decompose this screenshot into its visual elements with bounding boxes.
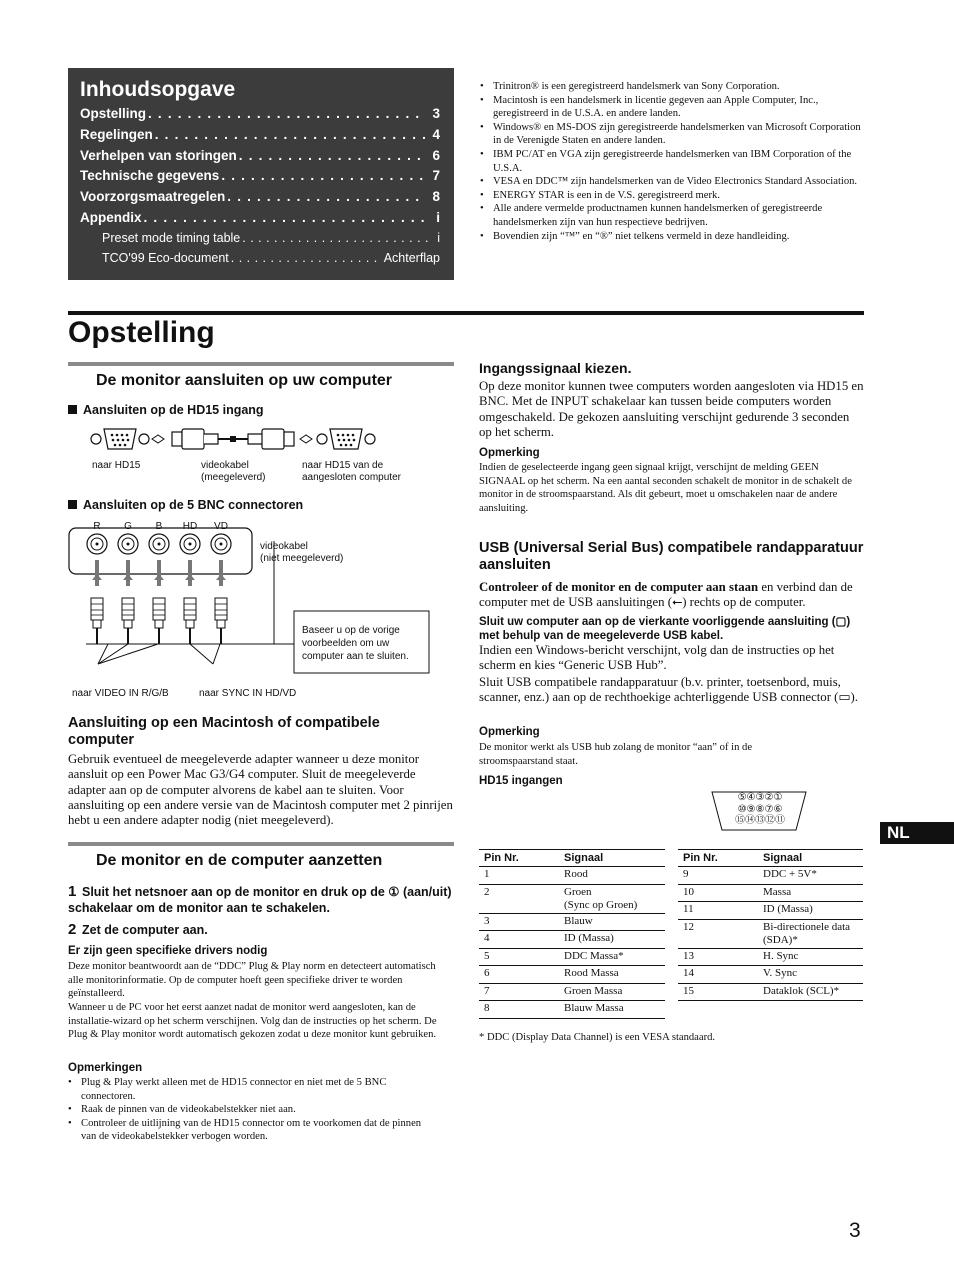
pin-number: 11 [678, 902, 758, 920]
usb-heading: USB (Universal Serial Bus) compatibele randapparatuur aansluiten [479, 540, 864, 573]
pin-signal: ID (Massa) [559, 931, 665, 949]
trademark-list [480, 80, 865, 243]
drivers-text-1: Deze monitor beantwoordt aan de “DDC” Plug & Play norm en detecteert automatisch alle monitorinformatie. Op de computer hoeft geen specifieke driver te worden geïnstalleerd. [68, 961, 436, 1000]
bnc-connector [87, 534, 107, 644]
hd15-heading: Aansluiten op de HD15 ingang [68, 403, 264, 417]
section-rule [68, 362, 454, 366]
cable-plug-right [248, 429, 294, 449]
toc-item: Technische gegevens . . . 7 [80, 168, 440, 189]
pin-row: ⑮⑭⑬⑫⑪ [735, 815, 785, 826]
usb-text-3: Indien een Windows-bericht verschijnt, volg dan de instructies op het scherm en kies “Generic USB Hub”. [479, 643, 835, 673]
pin-number: 12 [678, 919, 758, 948]
section-rule [68, 842, 454, 846]
table-row [678, 884, 863, 902]
usb-text-4: Sluit USB compatibele randapparatuur (b.v. printer, toetsenbord, muis, scanner, enz.) aan op de rechthoekige achterliggende USB connector (▭). [479, 675, 858, 705]
table-row [479, 983, 665, 1001]
pin-signal: DDC + 5V* [758, 867, 863, 885]
pin-number: 3 [479, 913, 559, 931]
table-footnote: * DDC (Display Data Channel) is een VESA standaard. [479, 1032, 716, 1043]
hd15-label-computer: naar HD15 van de aangesloten computer [302, 460, 401, 483]
pin-number: 14 [678, 966, 758, 984]
pin-row: ⑩⑨⑧⑦⑥ [737, 803, 783, 815]
bnc-connector [118, 534, 138, 644]
mac-text: Gebruik eventueel de meegeleverde adapter wanneer u deze monitor aansluit op een Power Mac G3/G4 computer. Sluit de meegeleverde adapter aan op de computer alvorens de kabel aan te sluiten. Voor aansluiting op een andere versie van de Macintosh computer met 2 pinrijen hebt u een andere adapter nodig (niet meegeleverd). [68, 752, 453, 828]
table-of-contents [68, 68, 454, 280]
pin-signal: V. Sync [758, 966, 863, 984]
notes-heading: Opmerkingen [68, 1062, 143, 1074]
bnc-cable-label: videokabel (niet meegeleverd) [260, 541, 344, 564]
toc-item: Regelingen . . . 4 [80, 127, 440, 148]
input-heading: Ingangssignaal kiezen. [479, 360, 632, 376]
toc-subitem: Preset mode timing table . . . i [80, 231, 440, 251]
pin-signal: Rood [559, 867, 665, 885]
pin-number: 5 [479, 948, 559, 966]
pin-number: 15 [678, 983, 758, 1001]
bnc-note: Baseer u op de vorige voorbeelden om uw computer aan te sluiten. [302, 625, 409, 662]
table-row [479, 931, 665, 949]
language-tab: NL [880, 822, 954, 844]
power-heading: De monitor en de computer aanzetten [96, 852, 383, 869]
bnc-pin-label: G [124, 521, 132, 532]
cable-plug-left [172, 429, 218, 449]
pin-signal: Blauw Massa [559, 1001, 665, 1019]
title-rule [68, 311, 864, 315]
pin-signal: Rood Massa [559, 966, 665, 984]
pin-number: 6 [479, 966, 559, 984]
notes-list [68, 1076, 438, 1144]
pin-table-left: Pin Nr. Signaal 1 Rood 2 Groen (Sync op Groen) 3 Blauw 4 ID (Massa) 5 DDC Massa* 6 Rood Massa 7 Groen Massa 8 Blauw Massa [479, 849, 665, 1019]
usb-text-2: Sluit uw computer aan op de vierkante voorliggende aansluiting (▢) met behulp van de meegeleverde USB kabel. [479, 616, 851, 642]
pin-number: 13 [678, 948, 758, 966]
square-bullet-icon [68, 500, 77, 509]
pin-signal: Massa [758, 884, 863, 902]
pin-signal: ID (Massa) [758, 902, 863, 920]
hd15-label-monitor: naar HD15 [92, 460, 141, 471]
hd15-inputs-heading: HD15 ingangen [479, 775, 563, 787]
step-2: 2 Zet de computer aan. [68, 921, 208, 938]
table-row [479, 1001, 665, 1019]
usb-note: De monitor werkt als USB hub zolang de monitor “aan” of in de stroomspaarstand staat. [479, 742, 753, 767]
pin-number: 9 [678, 867, 758, 885]
trademark-item: • Macintosh is een handelsmerk in licentie gegeven aan Apple Computer, Inc., geregistreerd in de U.S.A. en andere landen. [480, 94, 865, 121]
pin-signal: H. Sync [758, 948, 863, 966]
usb-text-1: Controleer of de monitor en de computer aan staan en verbind dan de computer met de USB aansluitingen (⭠) rechts op de computer. [479, 580, 853, 610]
note-item: • Raak de pinnen van de videokabelstekker niet aan. [68, 1103, 438, 1117]
pin-row: ⑤④③②① [737, 792, 783, 803]
square-bullet-icon [68, 405, 77, 414]
pin-number: 1 [479, 867, 559, 885]
pin-signal: Dataklok (SCL)* [758, 983, 863, 1001]
table-row [678, 948, 863, 966]
bnc-heading: Aansluiten op de 5 BNC connectoren [68, 498, 303, 512]
page-number: 3 [849, 1219, 861, 1242]
table-row [479, 966, 665, 984]
trademark-item: • Trinitron® is een geregistreerd handelsmerk van Sony Corporation. [480, 80, 865, 94]
toc-item: Opstelling . . . 3 [80, 106, 440, 127]
bnc-pin-label: B [155, 521, 163, 532]
trademark-item: • VESA en DDC™ zijn handelsmerken van de Video Electronics Standard Association. [480, 175, 865, 189]
bnc-connector [180, 534, 200, 644]
table-row [479, 867, 665, 885]
toc-item: Voorzorgsmaatregelen . . . 8 [80, 189, 440, 210]
pin-signal: Groen (Sync op Groen) [559, 884, 665, 913]
bnc-sync-label: naar SYNC IN HD/VD [199, 688, 297, 699]
hd15-pin-numbers [720, 792, 800, 827]
connect-heading: De monitor aansluiten op uw computer [96, 372, 393, 389]
usb-note-heading: Opmerking [479, 726, 540, 738]
bnc-connector [149, 534, 169, 644]
bnc-diagram [68, 516, 434, 696]
input-note: Indien de geselecteerde ingang geen signaal krijgt, verschijnt de melding GEEN SIGNAAL op het scherm. Na een aantal seconden schakelt de monitor in de schakelt de monitor in de stroomspaarstand. Als dit gebeurt, moet u omschakelen naar de andere aansluiting. [479, 462, 852, 514]
bnc-pin-label: HD [182, 521, 198, 532]
input-text: Op deze monitor kunnen twee computers worden aangesloten via HD15 en BNC. Met de INPUT schakelaar kan tussen beide computers worden omgeschakeld. De gekozen aansluiting verschijnt gedurende 3 seconden op het scherm. [479, 379, 864, 439]
pin-number: 2 [479, 884, 559, 913]
pin-number: 8 [479, 1001, 559, 1019]
table-row [678, 867, 863, 885]
pin-signal: Blauw [559, 913, 665, 931]
table-row [678, 919, 863, 948]
pin-number: 10 [678, 884, 758, 902]
pin-number: 4 [479, 931, 559, 949]
note-item: • Plug & Play werkt alleen met de HD15 connector en niet met de 5 BNC connectoren. [68, 1076, 438, 1103]
table-row [678, 902, 863, 920]
trademark-item: • ENERGY STAR is een in de V.S. geregistreerd merk. [480, 189, 865, 203]
hd15-label-cable: videokabel (meegeleverd) [201, 460, 266, 483]
pin-table-right: Pin Nr. Signaal 9 DDC + 5V* 10 Massa 11 ID (Massa) 12 Bi-directionele data (SDA)* 13 H. Sync 14 V. Sync 15 Dataklok (SCL)* [678, 849, 863, 1001]
page-title: Opstelling [68, 316, 215, 349]
table-row [678, 983, 863, 1001]
note-item: • Controleer de uitlijning van de HD15 connector om te voorkomen dat de pinnen van de videokabelstekker verbogen worden. [68, 1117, 438, 1144]
trademark-item: • IBM PC/AT en VGA zijn geregistreerde handelsmerken van IBM Corporation of the U.S.A. [480, 148, 865, 175]
hd15-cable-diagram [86, 424, 386, 458]
pin-number: 7 [479, 983, 559, 1001]
pin-signal: Groen Massa [559, 983, 665, 1001]
toc-item: Appendix . . . i [80, 210, 440, 231]
bnc-pin-label: VD [214, 521, 228, 532]
table-row [479, 948, 665, 966]
toc-title: Inhoudsopgave [80, 78, 236, 101]
drivers-text-2: Wanneer u de PC voor het eerst aanzet nadat de monitor werd aangesloten, kan de installatie-wizard op het scherm verschijnen. Volg dan de instructies op het scherm. De Plug & Play monitor wordt automatisch gekozen zodat u deze monitor kunt gebruiken. [68, 1002, 437, 1041]
bnc-connector [211, 534, 231, 644]
drivers-heading: Er zijn geen specifieke drivers nodig [68, 945, 268, 957]
pin-signal: DDC Massa* [559, 948, 665, 966]
trademark-item: • Windows® en MS-DOS zijn geregistreerde handelsmerken van Microsoft Corporation in de Verenigde Staten en andere landen. [480, 121, 865, 148]
computer-hd15-connector [317, 429, 375, 449]
table-row [479, 884, 665, 913]
bnc-video-label: naar VIDEO IN R/G/B [72, 688, 169, 699]
pin-signal: Bi-directionele data (SDA)* [758, 919, 863, 948]
toc-subitem: TCO'99 Eco-document . . . Achterflap [80, 251, 440, 271]
bnc-pin-label: R [93, 521, 101, 532]
table-row [678, 966, 863, 984]
trademark-item: • Alle andere vermelde productnamen kunnen handelsmerken of geregistreerde handelsmerken zijn van hun respectieve bedrijven. [480, 202, 865, 229]
table-row [479, 913, 665, 931]
mac-heading: Aansluiting op een Macintosh of compatibele computer [68, 715, 380, 748]
step-1: 1 Sluit het netsnoer aan op de monitor en druk op de ① (aan/uit) schakelaar om de monitor aan te schakelen. [68, 883, 452, 915]
trademark-item: • Bovendien zijn “™” en “®” niet telkens vermeld in deze handleiding. [480, 230, 865, 244]
monitor-hd15-connector [91, 429, 149, 449]
input-note-heading: Opmerking [479, 447, 540, 459]
toc-item: Verhelpen van storingen . . . 6 [80, 148, 440, 169]
